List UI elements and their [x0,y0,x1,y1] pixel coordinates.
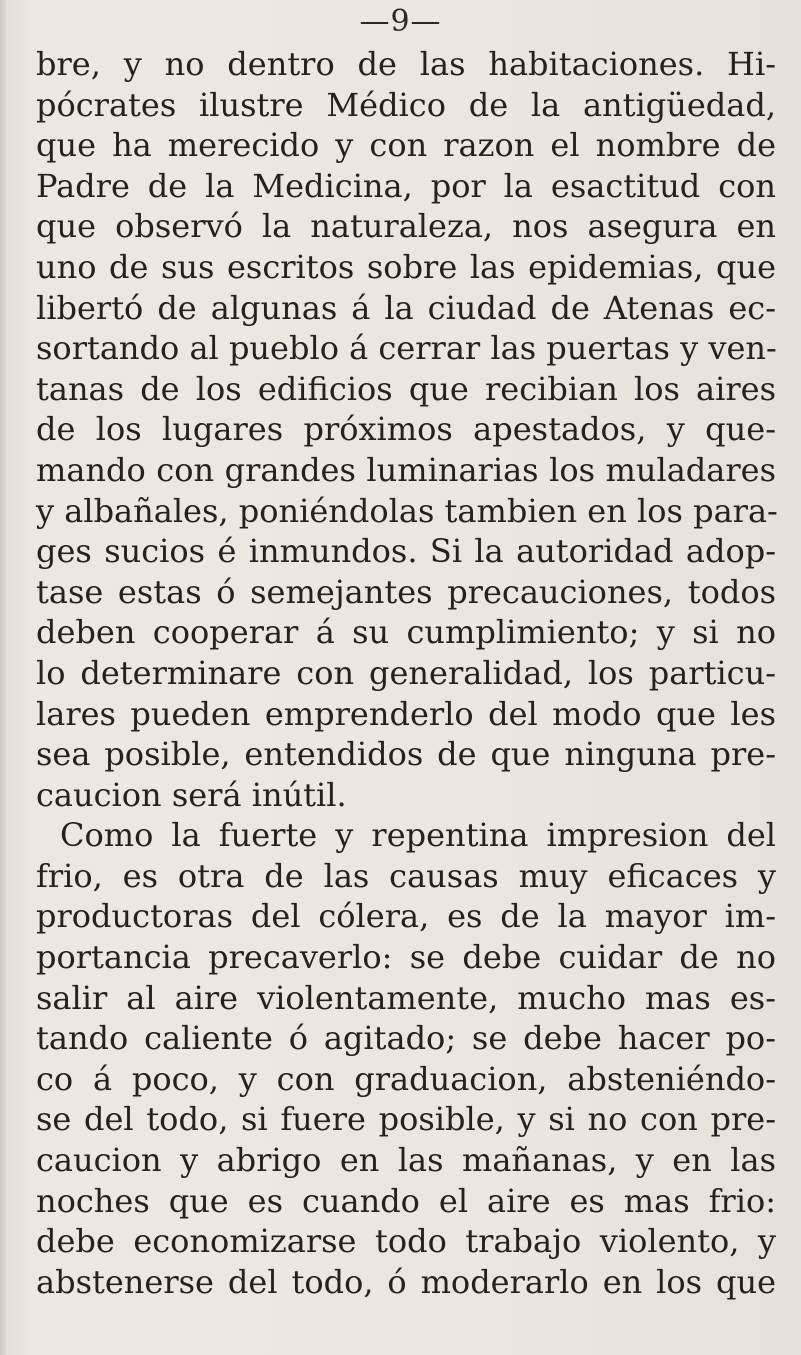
text-line: de los lugares próximos apestados, y que- [36,410,776,449]
text-line: sea posible, entendidos de que ninguna pre- [36,735,776,774]
text-line: ges sucios é inmundos. Si la autoridad adop- [36,532,776,571]
text-line: caucion será inútil. [36,775,347,814]
text-line: portancia precaverlo: se debe cuidar de no [36,938,776,977]
text-line-paragraph-start: Como la fuerte y repentina impresion del [60,816,776,855]
text-line: pócrates ilustre Médico de la antigüedad, [36,85,776,124]
text-line: tase estas ó semejantes precauciones, todos [36,572,776,611]
text-line: tanas de los edificios que recibian los aires [36,369,776,408]
text-line: lo determinare con generalidad, los particu- [36,653,776,692]
text-line: abstenerse del todo, ó moderarlo en los que [36,1262,776,1301]
text-line: caucion y abrigo en las mañanas, y en las [36,1141,776,1180]
text-line: salir al aire violentamente, mucho mas es- [36,978,776,1017]
text-line: que ha merecido y con razon el nombre de [36,126,776,165]
text-line: libertó de algunas á la ciudad de Atenas ec- [36,288,776,327]
text-line: sortando al pueblo á cerrar las puertas y ven- [36,329,777,368]
text-line: se del todo, si fuere posible, y si no con pre- [36,1100,776,1139]
text-line: debe economizarse todo trabajo violento, y [36,1222,776,1261]
page-gutter-shadow [0,0,6,1355]
text-line: tando caliente ó agitado; se debe hacer po- [36,1019,776,1058]
text-line: frio, es otra de las causas muy eficaces y [36,856,776,895]
text-line: Padre de la Medicina, por la esactitud con [36,166,776,205]
text-line: uno de sus escritos sobre las epidemias, que [36,247,776,286]
body-text [36,44,776,1302]
text-line: productoras del cólera, es de la mayor im- [36,897,776,936]
text-line: y albañales, poniéndolas tambien en los para- [36,491,778,530]
page-number: —9— [359,4,442,39]
text-line: noches que es cuando el aire es mas frio: [36,1181,776,1220]
text-line: bre, y no dentro de las habitaciones. Hi- [36,45,776,83]
text-line: mando con grandes luminarias los muladares [36,450,776,489]
text-line: deben cooperar á su cumplimiento; y si no [36,613,776,652]
text-line: co á poco, y con graduacion, absteniéndo- [36,1059,776,1098]
text-line: que observó la naturaleza, nos asegura en [36,207,776,246]
text-line: lares pueden emprenderlo del modo que les [36,694,776,733]
